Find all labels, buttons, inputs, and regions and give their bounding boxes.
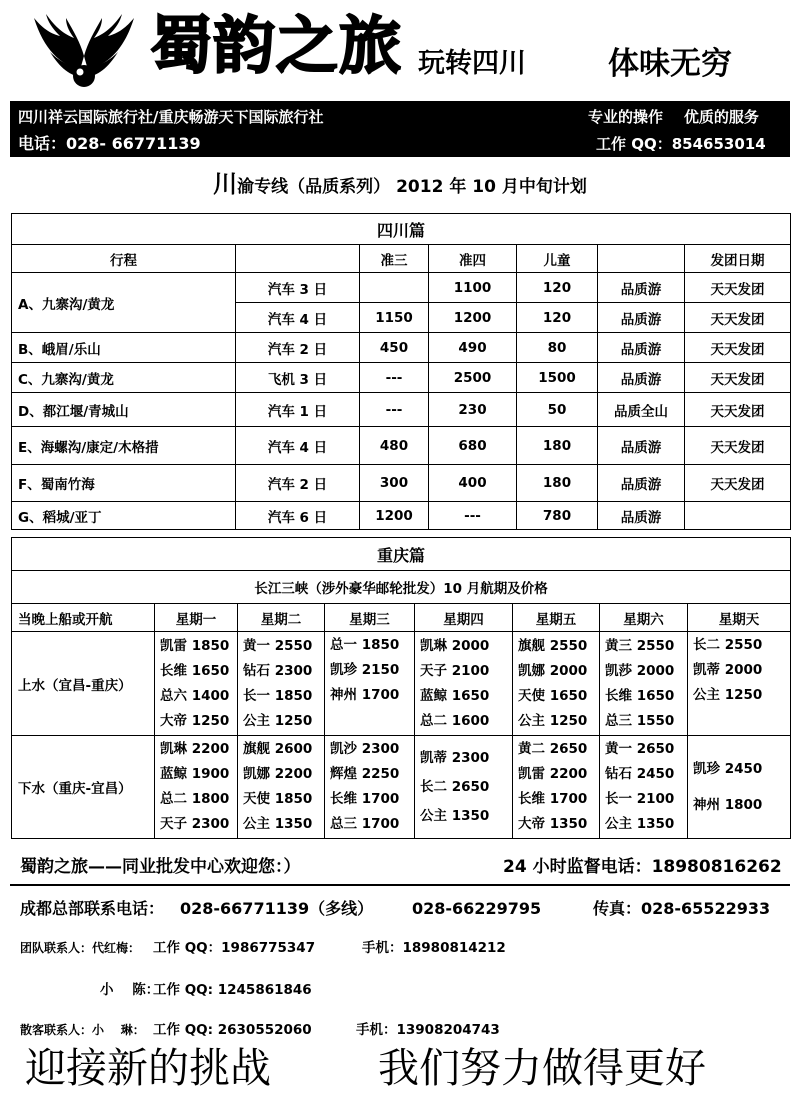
cruise-price-entry: 公主 1250 xyxy=(518,712,588,729)
type-cell: 品质游 xyxy=(598,273,685,303)
route-cell: B、峨眉/乐山 xyxy=(12,333,236,363)
transport-cell: 飞机 3 日 xyxy=(236,363,360,393)
zhun3-cell: --- xyxy=(360,363,429,393)
zhun3-cell xyxy=(360,273,429,303)
date-cell: 天天发团 xyxy=(685,273,791,303)
type-cell: 品质游 xyxy=(598,502,685,530)
sichuan-price-table xyxy=(11,213,791,530)
footer-divider xyxy=(10,884,790,886)
header-route: 行程 xyxy=(12,245,236,273)
upstream-day-cell xyxy=(513,632,600,736)
date-cell: 天天发团 xyxy=(685,363,791,393)
sichuan-section-title: 四川篇 xyxy=(12,214,791,245)
service-tagline: 专业的操作 优质的服务 xyxy=(588,108,759,126)
cruise-price-entry: 神州 1800 xyxy=(693,797,763,813)
downstream-day-cell xyxy=(688,736,791,839)
zhun4-cell: 230 xyxy=(429,393,517,427)
header-departure: 发团日期 xyxy=(685,245,791,273)
table-row xyxy=(12,273,791,303)
header-monday: 星期一 xyxy=(155,604,238,632)
table-row xyxy=(12,736,791,839)
cruise-price-entry: 天子 2100 xyxy=(420,662,490,679)
type-cell: 品质游 xyxy=(598,427,685,465)
cruise-price-entry: 总三 1700 xyxy=(330,816,400,832)
downstream-day-cell xyxy=(238,736,325,839)
cruise-price-entry: 总六 1400 xyxy=(160,687,230,704)
slogan-left: 玩转四川 xyxy=(418,48,526,79)
cruise-price-entry: 凯娜 2000 xyxy=(518,662,588,679)
cruise-price-entry: 总二 1600 xyxy=(420,712,490,729)
cruise-price-entry: 凯雷 2200 xyxy=(518,766,588,782)
child-cell: 180 xyxy=(517,465,598,502)
type-cell: 品质游 xyxy=(598,465,685,502)
table-row xyxy=(12,502,791,530)
cruise-price-entry: 长二 2650 xyxy=(420,778,490,795)
date-cell xyxy=(685,502,791,530)
child-cell: 80 xyxy=(517,333,598,363)
agency-names: 四川祥云国际旅行社/重庆畅游天下国际旅行社 xyxy=(18,108,324,126)
cruise-price-entry: 黄一 2550 xyxy=(243,637,313,654)
cruise-price-entry: 总三 1550 xyxy=(605,712,675,729)
child-cell: 180 xyxy=(517,427,598,465)
upstream-day-cell xyxy=(155,632,238,736)
date-cell: 天天发团 xyxy=(685,303,791,333)
fit-contact-label: 散客联系人：小 琳： xyxy=(20,1023,145,1037)
cruise-price-entry: 钻石 2300 xyxy=(243,662,313,679)
cruise-price-entry: 总一 1850 xyxy=(330,637,400,653)
header-saturday: 星期六 xyxy=(600,604,688,632)
type-cell: 品质全山 xyxy=(598,393,685,427)
cruise-price-entry: 大帝 1250 xyxy=(160,712,230,729)
group-contact-qq: 工作 QQ：1986775347 xyxy=(153,940,316,956)
type-cell: 品质游 xyxy=(598,333,685,363)
downstream-day-cell xyxy=(155,736,238,839)
cruise-price-entry: 公主 1250 xyxy=(243,712,313,729)
group-contact-label: 团队联系人：代红梅： xyxy=(20,941,141,955)
chen-contact-label: 小 陈： xyxy=(100,982,160,998)
header-wednesday: 星期三 xyxy=(325,604,415,632)
transport-cell: 汽车 3 日 xyxy=(236,273,360,303)
upstream-day-cell xyxy=(688,632,791,736)
upstream-day-cell xyxy=(600,632,688,736)
upstream-day-cell xyxy=(415,632,513,736)
cruise-price-entry: 长一 2100 xyxy=(605,791,675,807)
cruise-price-entry: 凯沙 2300 xyxy=(330,741,400,757)
zhun4-cell: 400 xyxy=(429,465,517,502)
child-cell: 1500 xyxy=(517,363,598,393)
cruise-price-entry: 蓝鲸 1900 xyxy=(160,766,230,782)
zhun3-cell: 1200 xyxy=(360,502,429,530)
cruise-price-entry: 凯蒂 2300 xyxy=(420,749,490,766)
downstream-day-cell xyxy=(600,736,688,839)
cruise-price-entry: 辉煌 2250 xyxy=(330,766,400,782)
transport-cell: 汽车 4 日 xyxy=(236,427,360,465)
zhun4-cell: 2500 xyxy=(429,363,517,393)
zhun3-cell: 1150 xyxy=(360,303,429,333)
cruise-price-entry: 凯琳 2000 xyxy=(420,637,490,654)
header-friday: 星期五 xyxy=(513,604,600,632)
slogan-right: 体味无穷 xyxy=(608,46,732,82)
motto-right: 我们努力做得更好 xyxy=(378,1044,706,1092)
agency-banner xyxy=(10,101,790,157)
cruise-price-entry: 凯珍 2450 xyxy=(693,761,763,777)
route-cell: A、九寨沟/黄龙 xyxy=(12,273,236,333)
downstream-day-cell xyxy=(513,736,600,839)
banner-phone: 电话：028- 66771139 xyxy=(18,134,201,153)
group-contact-mobile: 手机：18980814212 xyxy=(362,940,506,956)
cruise-price-entry: 凯琳 2200 xyxy=(160,741,230,757)
cruise-price-entry: 长二 2550 xyxy=(693,637,763,653)
zhun3-cell: 480 xyxy=(360,427,429,465)
zhun4-cell: 1100 xyxy=(429,273,517,303)
table-row xyxy=(12,465,791,502)
cruise-price-entry: 长一 1850 xyxy=(243,687,313,704)
header-sunday: 星期天 xyxy=(688,604,791,632)
transport-cell: 汽车 2 日 xyxy=(236,465,360,502)
cruise-price-entry: 长维 1650 xyxy=(160,662,230,679)
cruise-price-entry: 钻石 2450 xyxy=(605,766,675,782)
table-row xyxy=(12,632,791,736)
route-cell: E、海螺沟/康定/木格措 xyxy=(12,427,236,465)
zhun4-cell: 1200 xyxy=(429,303,517,333)
cruise-price-entry: 公主 1350 xyxy=(243,816,313,832)
table-row xyxy=(12,333,791,363)
banner-qq: 工作 QQ：854653014 xyxy=(596,135,766,153)
motto-left: 迎接新的挑战 xyxy=(25,1044,271,1092)
cruise-price-entry: 旗舰 2550 xyxy=(518,637,588,654)
hq-phone-alt: 028-66229795 xyxy=(412,899,542,918)
route-cell: F、蜀南竹海 xyxy=(12,465,236,502)
chongqing-section-title: 重庆篇 xyxy=(12,538,791,571)
transport-cell: 汽车 1 日 xyxy=(236,393,360,427)
header-type xyxy=(598,245,685,273)
date-cell: 天天发团 xyxy=(685,465,791,502)
hq-phone-main: 028-66771139（多线） xyxy=(180,899,374,918)
upstream-label: 上水（宜昌-重庆） xyxy=(12,632,155,736)
welcome-text: 蜀韵之旅——同业批发中心欢迎您：） xyxy=(20,857,301,877)
cruise-price-entry: 长维 1650 xyxy=(605,687,675,704)
zhun4-cell: --- xyxy=(429,502,517,530)
cruise-price-entry: 总二 1800 xyxy=(160,791,230,807)
transport-cell: 汽车 6 日 xyxy=(236,502,360,530)
chen-contact-qq: 工作 QQ: 1245861846 xyxy=(153,982,312,998)
date-cell: 天天发团 xyxy=(685,333,791,363)
upstream-day-cell xyxy=(238,632,325,736)
brand-name: 蜀韵之旅 xyxy=(150,9,403,82)
route-cell: D、都江堰/青城山 xyxy=(12,393,236,427)
child-cell: 50 xyxy=(517,393,598,427)
transport-cell: 汽车 4 日 xyxy=(236,303,360,333)
header-tuesday: 星期二 xyxy=(238,604,325,632)
cruise-subtitle: 长江三峡（涉外豪华邮轮批发）10 月航期及价格 xyxy=(12,571,791,604)
zhun4-cell: 680 xyxy=(429,427,517,465)
cruise-price-entry: 公主 1350 xyxy=(420,807,490,824)
cruise-price-entry: 旗舰 2600 xyxy=(243,741,313,757)
cruise-price-entry: 大帝 1350 xyxy=(518,816,588,832)
zhun4-cell: 490 xyxy=(429,333,517,363)
child-cell: 120 xyxy=(517,303,598,333)
type-cell: 品质游 xyxy=(598,303,685,333)
type-cell: 品质游 xyxy=(598,363,685,393)
transport-cell: 汽车 2 日 xyxy=(236,333,360,363)
cruise-price-entry: 凯珍 2150 xyxy=(330,662,400,678)
downstream-label: 下水（重庆-宜昌） xyxy=(12,736,155,839)
fit-contact-mobile: 手机：13908204743 xyxy=(356,1022,500,1038)
cruise-price-entry: 天使 1650 xyxy=(518,687,588,704)
cruise-price-entry: 长维 1700 xyxy=(518,791,588,807)
winged-ball-logo-icon xyxy=(30,12,138,94)
cruise-price-entry: 公主 1250 xyxy=(693,687,763,703)
cruise-price-entry: 黄一 2650 xyxy=(605,741,675,757)
upstream-day-cell xyxy=(325,632,415,736)
cruise-price-entry: 凯雷 1850 xyxy=(160,637,230,654)
cruise-price-entry: 天使 1850 xyxy=(243,791,313,807)
header-child: 儿童 xyxy=(517,245,598,273)
cruise-price-entry: 神州 1700 xyxy=(330,687,400,703)
date-cell: 天天发团 xyxy=(685,427,791,465)
table-row xyxy=(12,363,791,393)
supervision-hotline: 24 小时监督电话：18980816262 xyxy=(503,857,782,877)
table-row xyxy=(12,427,791,465)
downstream-day-cell xyxy=(325,736,415,839)
zhun3-cell: 450 xyxy=(360,333,429,363)
route-cell: C、九寨沟/黄龙 xyxy=(12,363,236,393)
table-row xyxy=(12,393,791,427)
chongqing-cruise-table xyxy=(11,537,791,839)
header-zhun3: 准三 xyxy=(360,245,429,273)
hq-phone-label: 成都总部联系电话： xyxy=(20,899,165,918)
header-transport xyxy=(236,245,360,273)
header-boarding: 当晚上船或开航 xyxy=(12,604,155,632)
header-zhun4: 准四 xyxy=(429,245,517,273)
cruise-price-entry: 黄二 2650 xyxy=(518,741,588,757)
downstream-day-cell xyxy=(415,736,513,839)
cruise-price-entry: 天子 2300 xyxy=(160,816,230,832)
child-cell: 780 xyxy=(517,502,598,530)
plan-title-prefix: 川 xyxy=(213,170,238,198)
cruise-price-entry: 公主 1350 xyxy=(605,816,675,832)
cruise-price-entry: 长维 1700 xyxy=(330,791,400,807)
route-cell: G、稻城/亚丁 xyxy=(12,502,236,530)
date-cell: 天天发团 xyxy=(685,393,791,427)
cruise-price-entry: 蓝鲸 1650 xyxy=(420,687,490,704)
zhun3-cell: 300 xyxy=(360,465,429,502)
cruise-price-entry: 凯蒂 2000 xyxy=(693,662,763,678)
cruise-price-entry: 黄三 2550 xyxy=(605,637,675,654)
fax-number: 传真：028-65522933 xyxy=(593,899,771,918)
header-thursday: 星期四 xyxy=(415,604,513,632)
plan-title-text: 渝专线（品质系列） 2012 年 10 月中旬计划 xyxy=(237,177,587,197)
fit-contact-qq: 工作 QQ: 2630552060 xyxy=(153,1022,312,1038)
zhun3-cell: --- xyxy=(360,393,429,427)
child-cell: 120 xyxy=(517,273,598,303)
cruise-price-entry: 凯莎 2000 xyxy=(605,662,675,679)
cruise-price-entry: 凯娜 2200 xyxy=(243,766,313,782)
plan-title xyxy=(0,168,800,203)
